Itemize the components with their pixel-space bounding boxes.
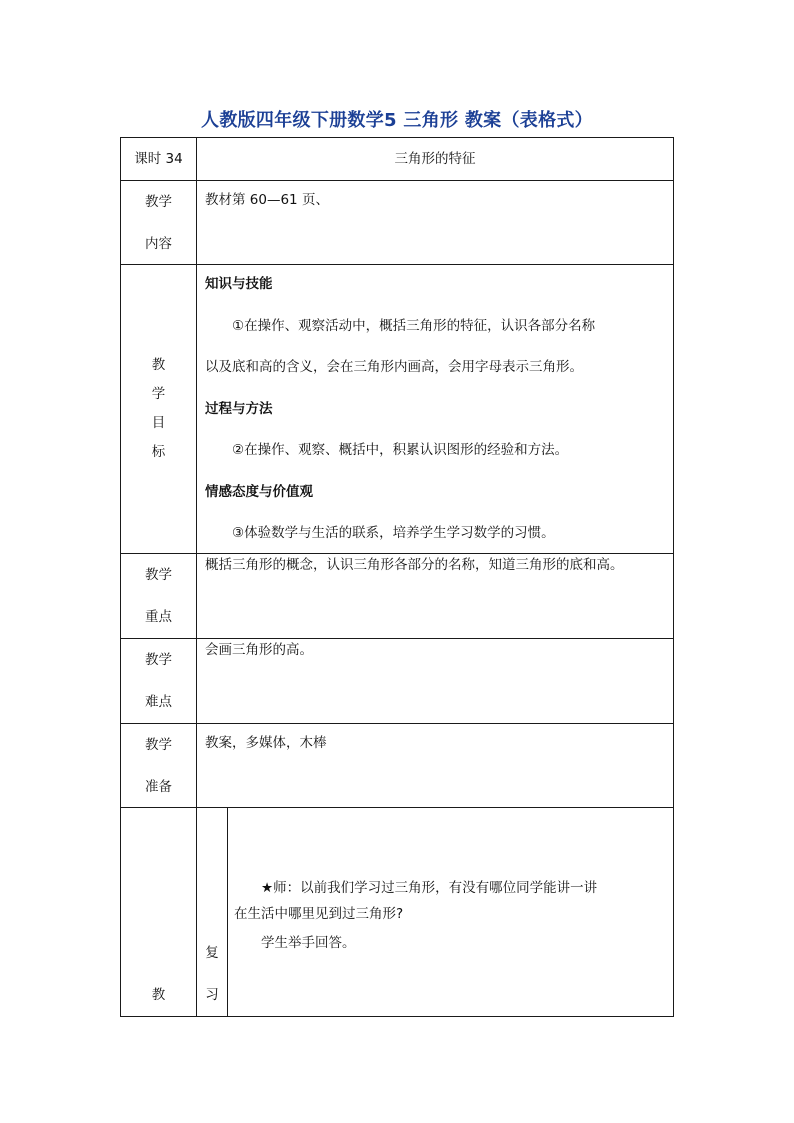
goals-heading-process: 过程与方法 xyxy=(205,401,273,417)
goals-label-cell xyxy=(120,264,197,554)
content-value: 教材第 60—61 页、 xyxy=(205,192,329,208)
key-label-line1: 教学 xyxy=(145,567,172,583)
prep-label-cell xyxy=(120,723,197,808)
goals-value-cell xyxy=(196,264,674,554)
difficult-value: 会画三角形的高。 xyxy=(205,642,313,658)
document-title: 人教版四年级下册数学5 三角形 教案（表格式） xyxy=(201,110,593,131)
difficult-label-line1: 教学 xyxy=(145,652,172,668)
process-section-cell xyxy=(196,807,228,1017)
lesson-title-cell xyxy=(196,137,674,181)
process-line-1: ★师：以前我们学习过三角形，有没有哪位同学能讲一讲 xyxy=(261,880,598,896)
lesson-title: 三角形的特征 xyxy=(394,151,476,167)
goals-item-2: ②在操作、观察、概括中，积累认识图形的经验和方法。 xyxy=(232,442,569,458)
difficult-label-cell xyxy=(120,638,197,724)
goals-item-3: ③体验数学与生活的联系，培养学生学习数学的习惯。 xyxy=(232,525,555,541)
lesson-label: 课时 34 xyxy=(134,151,183,167)
goals-label-char-1: 教 xyxy=(151,357,166,373)
process-section-char-2: 习 xyxy=(205,987,219,1003)
lesson-label-cell xyxy=(120,137,197,181)
key-value-cell xyxy=(196,553,674,639)
prep-label-line2: 准备 xyxy=(145,778,172,795)
prep-value: 教案，多媒体，木棒 xyxy=(205,735,327,751)
process-line-2: 在生活中哪里见到过三角形? xyxy=(234,906,404,922)
goals-label-char-4: 标 xyxy=(151,444,166,460)
content-value-cell xyxy=(196,180,674,265)
key-value: 概括三角形的概念，认识三角形各部分的名称，知道三角形的底和高。 xyxy=(205,557,624,573)
difficult-label-line2: 难点 xyxy=(145,694,172,710)
content-label-cell xyxy=(120,180,197,265)
process-content-cell xyxy=(227,807,674,1017)
key-label-cell xyxy=(120,553,197,639)
content-label-line1: 教学 xyxy=(145,193,172,210)
key-label-line2: 重点 xyxy=(145,609,172,625)
goals-label-char-3: 目 xyxy=(151,415,166,431)
process-section-char-1: 复 xyxy=(205,945,219,961)
process-line-3: 学生举手回答。 xyxy=(261,935,356,951)
content-label-line2: 内容 xyxy=(145,235,172,252)
goals-item-1b: 以及底和高的含义，会在三角形内画高，会用字母表示三角形。 xyxy=(205,359,583,375)
prep-label-line1: 教学 xyxy=(145,736,172,753)
process-label-cell xyxy=(120,807,197,1017)
prep-value-cell xyxy=(196,723,674,808)
goals-heading-knowledge: 知识与技能 xyxy=(205,276,273,292)
difficult-value-cell xyxy=(196,638,674,724)
goals-item-1a: ①在操作、观察活动中，概括三角形的特征，认识各部分名称 xyxy=(232,318,596,334)
process-label: 教 xyxy=(151,987,166,1003)
goals-heading-attitude: 情感态度与价值观 xyxy=(205,484,313,500)
goals-label-char-2: 学 xyxy=(151,386,166,402)
